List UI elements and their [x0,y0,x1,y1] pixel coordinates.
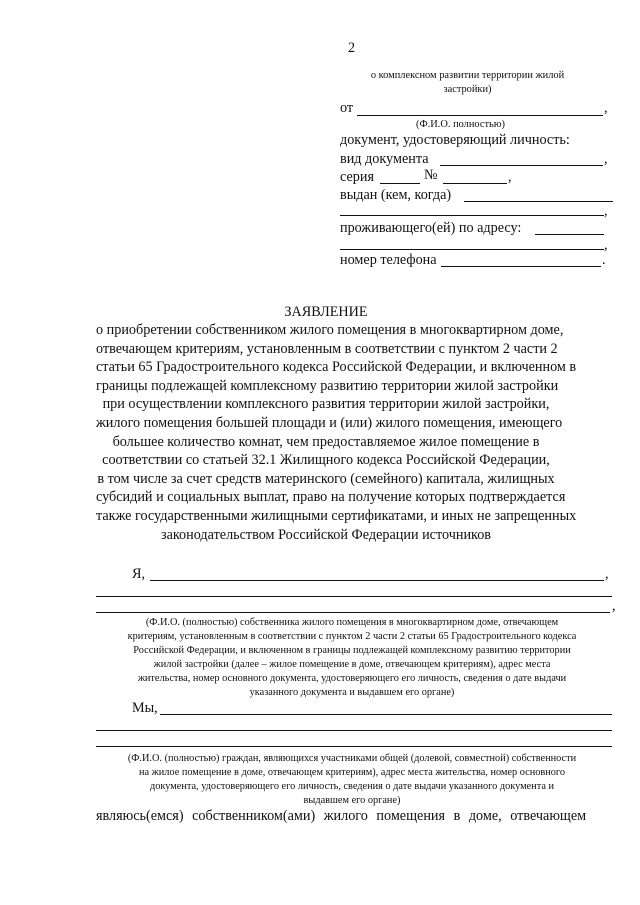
subtitle-line: законодательством Российской Федерации источников [160,526,491,543]
note-line: документа, удостоверяющего его личность, сведения о дате выдачи указанного документа и [150,781,554,792]
subtitle-line: статьи 65 Градостроительного кодекса Российской Федерации, и включенном в [96,359,577,376]
subtitle-line: в том числе за счет средств материнского (семейного) капитала, жилищных [97,470,555,487]
my-label: Мы, [132,700,158,716]
doc-type-field[interactable] [440,165,603,166]
appendix-line-1: о комплексном развитии территории жилой [370,70,565,81]
subtitle-line: при осуществлении комплексного развития территории жилой застройки, [102,396,550,413]
note-line: (Ф.И.О. (полностью) граждан, являющихся участниками общей (долевой, совместной) собственности [127,753,577,764]
owner-field[interactable] [150,580,604,581]
document-title: ЗАЯВЛЕНИЕ [284,304,368,320]
subtitle-line: границы подлежащей комплексному развитию территории жилой застройки [96,377,559,394]
fio-hint: (Ф.И.О. полностью) [416,119,506,130]
issued-field-2[interactable] [340,215,604,216]
owner-note [82,616,622,700]
residing-label: проживающего(ей) по адресу: [340,220,522,236]
issued-field[interactable] [464,201,613,202]
subtitle-line: также государственными жилищными сертификатами, и иных не запрещенных [96,507,577,524]
note-line: жительства, номер основного документа, удостоверяющего его личность, сведения о дате выдачи [137,673,567,684]
co-owners-field[interactable] [160,714,612,715]
co-owners-note [82,752,622,808]
note-line: критериям, установленным в соответствии с пунктом 2 части 2 статьи 65 Градостроительного кодекса [127,631,577,642]
note-line: (Ф.И.О. (полностью) собственника жилого помещения в многоквартирном доме, отвечающем [145,617,559,628]
ya-label: Я, [132,566,146,582]
page-number: 2 [348,40,356,56]
issued-label: выдан (кем, когда) [340,187,452,203]
note-line: жилой застройки (далее – жилое помещение в доме, отвечающем критериям), адрес места [153,659,551,670]
owner-field-2[interactable] [96,596,612,597]
appendix-line-2: застройки) [443,84,492,95]
document-subtitle [96,321,577,544]
note-line: указанного документа и выдавшем его органе) [249,687,455,698]
number-label: № [424,167,438,183]
address-field-2[interactable] [340,249,604,250]
co-owners-field-3[interactable] [96,746,612,747]
subtitle-line: жилого помещения большей площади и (или) жилого помещения, имеющего [96,414,563,431]
series-field[interactable] [380,183,420,184]
from-field[interactable] [357,115,603,116]
body-paragraph: являюсь(емся) собственником(ами) жилого помещения в доме, отвечающем [96,808,587,824]
number-field[interactable] [443,183,507,184]
subtitle-line: большее количество комнат, чем предоставляемое жилое помещение в [112,433,540,450]
subtitle-line: о приобретении собственником жилого помещения в многоквартирном доме, [96,322,564,338]
co-owners-field-2[interactable] [96,730,612,731]
phone-field[interactable] [441,266,601,267]
id-doc-label: документ, удостоверяющий личность: [340,132,570,148]
note-line: выдавшем его органе) [303,795,401,806]
doc-type-label: вид документа [340,151,429,167]
address-field[interactable] [535,234,604,235]
owner-field-3[interactable] [96,612,610,613]
from-label: от [340,100,354,116]
note-line: Российской Федерации, и включенном в границы подлежащей комплексному развитию территории [133,645,571,656]
subtitle-line: субсидий и социальных выплат, право на получение которых подтверждается [96,489,566,506]
series-label: серия [340,169,374,185]
note-line: на жилое помещение в доме, отвечающем критериям), адрес места жительства, номер основного [139,767,565,778]
phone-label: номер телефона [340,252,437,268]
subtitle-line: отвечающем критериям, установленным в соответствии с пунктом 2 части 2 [96,340,558,357]
subtitle-line: соответствии со статьей 32.1 Жилищного кодекса Российской Федерации, [102,452,550,469]
